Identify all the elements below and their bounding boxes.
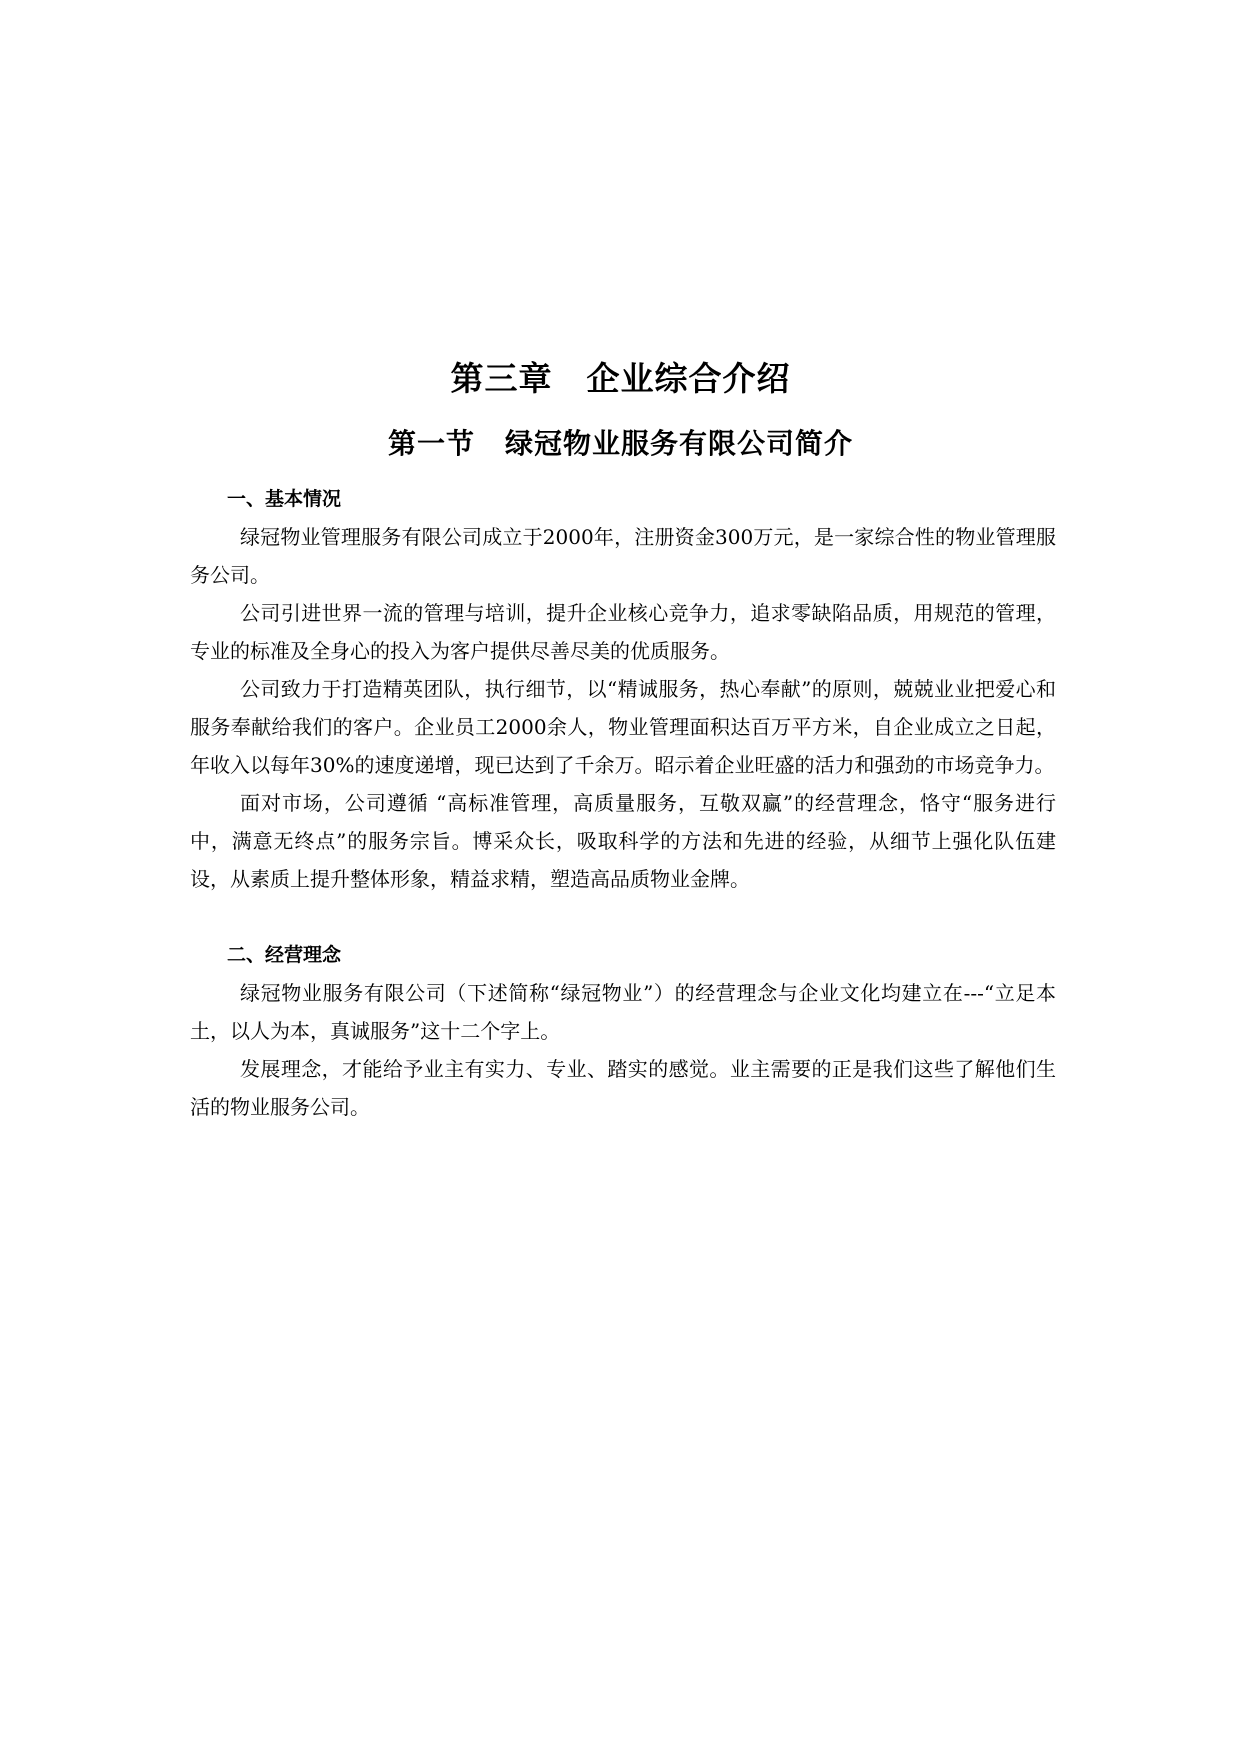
chapter-title <box>0 357 1241 401</box>
chapter-name: 企业综合介绍 <box>586 359 791 398</box>
paragraph: 公司引进世界一流的管理与培训，提升企业核心竞争力，追求零缺陷品质，用规范的管理，专业的标准及全身心的投入为客户提供尽善尽美的优质服务。 <box>190 601 1056 663</box>
spacer <box>190 898 1056 936</box>
section-number: 第一节 <box>387 427 475 460</box>
paragraph: 绿冠物业服务有限公司（下述简称“绿冠物业”）的经营理念与企业文化均建立在---“立足本土，以人为本，真诚服务”这十二个字上。 <box>190 981 1056 1043</box>
paragraph: 绿冠物业管理服务有限公司成立于2000年，注册资金300万元，是一家综合性的物业管理服务公司。 <box>190 525 1056 587</box>
paragraph: 面对市场，公司遵循 “高标准管理，高质量服务，互敬双赢”的经营理念，恪守“服务进行中，满意无终点”的服务宗旨。博采众长，吸取科学的方法和先进的经验，从细节上强化队伍建设，从素质上提升整体形象，精益求精，塑造高品质物业金牌。 <box>190 791 1056 891</box>
paragraph: 发展理念，才能给予业主有实力、专业、踏实的感觉。业主需要的正是我们这些了解他们生活的物业服务公司。 <box>190 1057 1056 1119</box>
section-title <box>0 425 1241 463</box>
heading-basic-info: 一、基本情况 <box>227 488 342 510</box>
chapter-number: 第三章 <box>450 359 553 398</box>
paragraph: 公司致力于打造精英团队，执行细节，以“精诚服务，热心奉献”的原则，兢兢业业把爱心和服务奉献给我们的客户。企业员工2000余人，物业管理面积达百万平方米，自企业成立之日起，年收入以每年30%的速度递增，现已达到了千余万。昭示着企业旺盛的活力和强劲的市场竞争力。 <box>190 677 1056 777</box>
section-name: 绿冠物业服务有限公司简介 <box>505 427 854 460</box>
document-body <box>190 480 1056 1126</box>
heading-business-philosophy: 二、经营理念 <box>227 944 342 966</box>
